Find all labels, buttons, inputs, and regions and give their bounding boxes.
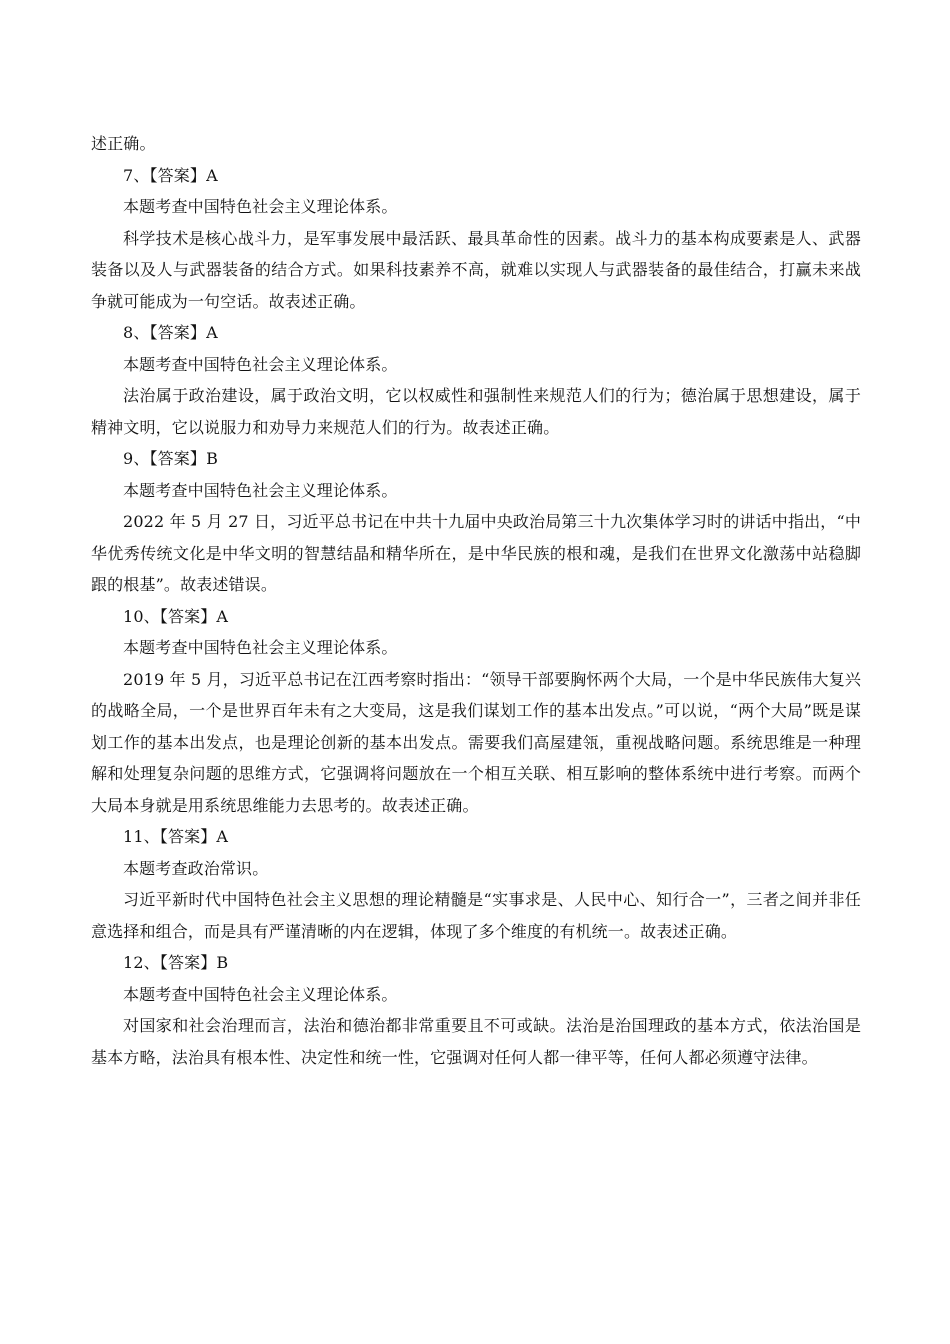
topic-line-7: 本题考查中国特色社会主义理论体系。 (123, 197, 398, 216)
topic-line-8: 本题考查中国特色社会主义理论体系。 (123, 354, 398, 374)
topic-line-11: 本题考查政治常识。 (123, 858, 269, 878)
answer-heading-12: 12、【答案】B (123, 953, 229, 972)
answer-heading-10: 10、【答案】A (123, 606, 229, 626)
explanation-12: 对国家和社会治理而言，法治和德治都非常重要且不可或缺。法治是治国理政的基本方式，依法治国是基本方略，法治具有根本性、决定性和统一性，它强调对任何人都一律平等，任何人都必须遵守法律。 (91, 1016, 861, 1067)
explanation-10: 2019 年 5 月，习近平总书记在江西考察时指出：“领导干部要胸怀两个大局，一个是中华民族伟大复兴的战略全局，一个是世界百年未有之大变局，这是我们谋划工作的基本出发点。”可以说，“两个大局”既是谋划工作的基本出发点，也是理论创新的基本出发点。需要我们高屋建瓴，重视战略问题。系统思维是一种理解和处理复杂问题的思维方式，它强调将问题放在一个相互关联、相互影响的整体系统中进行考察。而两个大局本身就是用系统思维能力去思考的。故表述正确。 (91, 669, 861, 815)
explanation-7: 科学技术是核心战斗力，是军事发展中最活跃、最具革命性的因素。战斗力的基本构成要素是人、武器装备以及人与武器装备的结合方式。如果科技素养不高，就难以实现人与武器装备的最佳结合，打赢未来战争就可能成为一句空话。故表述正确。 (91, 228, 861, 311)
answer-heading-7: 7、【答案】A (123, 165, 218, 185)
document-page (91, 128, 861, 1073)
answer-heading-8: 8、【答案】A (123, 323, 218, 342)
topic-line-10: 本题考查中国特色社会主义理论体系。 (123, 638, 398, 657)
topic-line-9: 本题考查中国特色社会主义理论体系。 (123, 480, 398, 500)
explanation-11: 习近平新时代中国特色社会主义思想的理论精髓是“实事求是、人民中心、知行合一”，三者之间并非任意选择和组合，而是具有严谨清晰的内在逻辑，体现了多个维度的有机统一。故表述正确。 (91, 890, 861, 941)
explanation-9: 2022 年 5 月 27 日，习近平总书记在中共十九届中央政治局第三十九次集体学习时的讲话中指出，“中华优秀传统文化是中华文明的智慧结晶和精华所在，是中华民族的根和魂，是我们在世界文化激荡中站稳脚跟的根基”。故表述错误。 (91, 512, 861, 594)
answer-heading-11: 11、【答案】A (123, 827, 229, 846)
answer-heading-9: 9、【答案】B (123, 449, 218, 468)
topic-line-12: 本题考查中国特色社会主义理论体系。 (123, 984, 398, 1004)
explanation-8: 法治属于政治建设，属于政治文明，它以权威性和强制性来规范人们的行为；德治属于思想建设，属于精神文明，它以说服力和劝导力来规范人们的行为。故表述正确。 (91, 386, 861, 437)
paragraph-continuation: 述正确。 (91, 134, 156, 153)
